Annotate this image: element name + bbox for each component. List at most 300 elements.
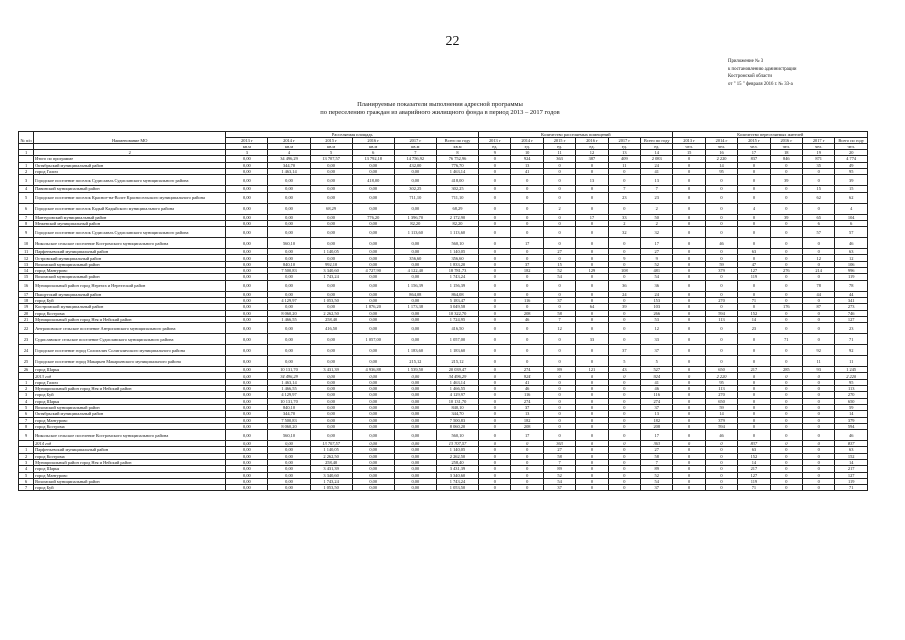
row-value: 0 <box>705 304 737 310</box>
row-value: 0,00 <box>352 291 394 297</box>
row-value: 0 <box>479 472 511 478</box>
header-mo-name: Наименование МО <box>34 132 226 144</box>
row-value: 0,00 <box>310 345 352 356</box>
header-column-number: 1 <box>19 150 34 156</box>
row-value: 356,60 <box>394 255 436 261</box>
row-value: 2 083 <box>641 156 673 162</box>
row-value: 0,00 <box>226 398 268 404</box>
row-value: 0 <box>803 447 835 453</box>
row-value: 63 <box>835 447 868 453</box>
row-value: 0,00 <box>226 203 268 214</box>
row-value: 7 500,83 <box>268 268 310 274</box>
row-value: 0 <box>608 411 640 417</box>
row-value: 0 <box>479 404 511 410</box>
row-value: 0 <box>576 220 608 226</box>
row-value: 0 <box>673 398 705 404</box>
row-value: 0 <box>608 238 640 249</box>
row-value: 0 <box>511 356 543 367</box>
row-value: 0 <box>543 417 575 423</box>
row-value: 10 131,70 <box>436 398 478 404</box>
row-value: 0 <box>576 323 608 334</box>
row-value: 0 <box>705 249 737 255</box>
row-value: 864,08 <box>436 291 478 297</box>
row-value: 0 <box>770 392 802 398</box>
row-value: 52 <box>641 472 673 478</box>
row-value: 0 <box>576 379 608 385</box>
table-row <box>19 227 868 238</box>
row-value: 14 <box>835 411 868 417</box>
row-value: 0 <box>738 379 770 385</box>
row-value: 0,00 <box>394 379 436 385</box>
row-value: 0,00 <box>394 310 436 316</box>
header-column-number: 7 <box>394 150 436 156</box>
row-value: 0,00 <box>352 441 394 447</box>
header-year: 2013 г <box>479 138 511 144</box>
row-value: 0 <box>705 356 737 367</box>
row-mo-name: город Галич <box>34 379 226 385</box>
row-value: 0 <box>479 156 511 162</box>
row-value: 0 <box>770 411 802 417</box>
row-value: 0 <box>479 304 511 310</box>
row-value: 49 <box>835 162 868 168</box>
row-value: 113 <box>705 316 737 322</box>
row-value: 214 <box>803 268 835 274</box>
row-value: 59 <box>705 404 737 410</box>
row-value: 52 <box>543 472 575 478</box>
row-value: 0,00 <box>310 379 352 385</box>
row-mo-name: город Шарья <box>34 398 226 404</box>
row-value: 71 <box>835 485 868 491</box>
row-value: 0 <box>738 220 770 226</box>
header-year-total: Всего по году <box>641 138 673 144</box>
row-value: 0,00 <box>394 386 436 392</box>
row-mo-name: Межевской муниципальный район <box>34 220 226 226</box>
row-value: 0 <box>705 453 737 459</box>
row-value: 17 <box>511 430 543 441</box>
row-value: 0 <box>479 447 511 453</box>
row-value: 0 <box>543 379 575 385</box>
row-number: 17 <box>19 291 34 297</box>
row-value: 0 <box>479 323 511 334</box>
row-value: 0 <box>479 411 511 417</box>
row-number: 15 <box>19 274 34 280</box>
row-value: 129 <box>576 268 608 274</box>
row-number: 10 <box>19 238 34 249</box>
row-value: 0,00 <box>352 220 394 226</box>
row-value: 0,00 <box>310 430 352 441</box>
row-number: 11 <box>19 249 34 255</box>
row-value: 0,00 <box>310 392 352 398</box>
row-value: 0,00 <box>394 485 436 491</box>
row-value: 113 <box>835 386 868 392</box>
row-value: 0,00 <box>394 466 436 472</box>
row-number: 26 <box>19 367 34 373</box>
row-value: 0,00 <box>310 192 352 203</box>
row-value: 0 <box>738 304 770 310</box>
row-value: 4 129,97 <box>436 392 478 398</box>
row-mo-name: Муниципальный район город Нея и Нейский район <box>34 459 226 465</box>
row-value: 2 <box>543 203 575 214</box>
row-value: 108 <box>608 268 640 274</box>
header-unit: кв.м <box>226 144 268 150</box>
row-value: 0,00 <box>352 356 394 367</box>
row-mo-name: Октябрьский муниципальный район <box>34 411 226 417</box>
row-value: 0 <box>511 280 543 291</box>
row-value: 0 <box>576 356 608 367</box>
row-value: 0 <box>543 291 575 297</box>
row-value: 0 <box>479 367 511 373</box>
row-value: 0,00 <box>352 430 394 441</box>
row-value: 302,25 <box>436 186 478 192</box>
row-value: 0 <box>479 168 511 174</box>
row-value: 2 220 <box>835 373 868 379</box>
row-value: 0,00 <box>226 478 268 484</box>
row-value: 711,10 <box>394 192 436 203</box>
row-value: 0,00 <box>226 417 268 423</box>
row-value: 432,00 <box>394 162 436 168</box>
header-year-total: Всего по году <box>436 138 478 144</box>
row-number: 8 <box>19 220 34 226</box>
row-value: 0 <box>608 379 640 385</box>
row-value: 0 <box>511 485 543 491</box>
row-value: 5 <box>608 356 640 367</box>
row-value: 4 122,40 <box>394 268 436 274</box>
row-value: 59 <box>835 404 868 410</box>
header-column-number: 2 <box>34 150 226 156</box>
header-column-number: 12 <box>576 150 608 156</box>
row-value: 0 <box>705 255 737 261</box>
row-value: 0,00 <box>226 168 268 174</box>
row-value: 68,29 <box>436 203 478 214</box>
row-value: 37 <box>641 345 673 356</box>
approval-line: Приложение № 3 <box>728 59 764 64</box>
row-value: 0,00 <box>310 356 352 367</box>
header-year: 2017 г <box>608 138 640 144</box>
row-value: 6 <box>835 220 868 226</box>
row-value: 0 <box>770 423 802 429</box>
row-value: 0,00 <box>226 411 268 417</box>
row-value: 0 <box>770 356 802 367</box>
row-value: 0 <box>738 417 770 423</box>
table-body <box>19 156 868 491</box>
row-number: 13 <box>19 261 34 267</box>
row-value: 0 <box>511 447 543 453</box>
row-value: 0,00 <box>394 430 436 441</box>
row-value: 0,00 <box>352 186 394 192</box>
row-value: 0 <box>608 261 640 267</box>
row-value: 4 129,97 <box>268 297 310 303</box>
header-column-number: 8 <box>436 150 478 156</box>
row-value: 0 <box>770 192 802 203</box>
row-number: 8 <box>19 423 34 429</box>
row-value: 418,00 <box>436 175 478 186</box>
row-value: 119 <box>738 478 770 484</box>
row-value: 33 <box>641 334 673 345</box>
header-unit: кв.м <box>268 144 310 150</box>
row-number: 19 <box>19 304 34 310</box>
header-row-number: № п/п <box>19 132 34 144</box>
row-value: 46 <box>835 238 868 249</box>
row-value: 0,00 <box>268 323 310 334</box>
row-value: 0 <box>770 220 802 226</box>
row-value: 0 <box>673 447 705 453</box>
row-number: 25 <box>19 356 34 367</box>
row-value: 0,00 <box>226 310 268 316</box>
row-number: 3 <box>19 392 34 398</box>
row-value: 0 <box>705 203 737 214</box>
row-value: 23 <box>738 323 770 334</box>
row-value: 0,00 <box>394 417 436 423</box>
row-value: 837 <box>835 441 868 447</box>
row-value: 0,00 <box>352 404 394 410</box>
row-value: 0 <box>511 345 543 356</box>
row-value: 27 <box>543 249 575 255</box>
row-value: 0 <box>770 386 802 392</box>
row-value: 0,00 <box>352 203 394 214</box>
row-value: 63 <box>738 447 770 453</box>
row-value: 356,60 <box>436 255 478 261</box>
row-value: 0 <box>479 162 511 168</box>
row-value: 0 <box>803 392 835 398</box>
row-value: 274 <box>511 398 543 404</box>
row-value: 0 <box>705 280 737 291</box>
row-value: 0,00 <box>268 203 310 214</box>
row-value: 0,00 <box>268 291 310 297</box>
row-value: 0,00 <box>352 485 394 491</box>
program-indicators-table <box>18 131 868 491</box>
row-value: 0,00 <box>226 386 268 392</box>
row-value: 0 <box>608 334 640 345</box>
header-unit: чел. <box>770 144 802 150</box>
row-mo-name: город Шарья <box>34 367 226 373</box>
row-value: 20 039,47 <box>436 367 478 373</box>
row-value: 1 743,24 <box>310 274 352 280</box>
row-value: 0,00 <box>352 323 394 334</box>
row-mo-name: Вохомский муниципальный район <box>34 274 226 280</box>
row-value: 0 <box>770 186 802 192</box>
row-value: 17 <box>511 238 543 249</box>
row-number: 5 <box>19 472 34 478</box>
header-residents: Количество переселяемых жителей <box>673 132 868 138</box>
row-number: 6 <box>19 411 34 417</box>
row-value: 0 <box>608 417 640 423</box>
row-value: 258,40 <box>436 459 478 465</box>
row-value: 0 <box>673 441 705 447</box>
row-value: 127 <box>738 472 770 478</box>
row-value: 0 <box>705 485 737 491</box>
row-value: 1 183,60 <box>436 345 478 356</box>
row-value: 0,00 <box>268 249 310 255</box>
row-value: 0 <box>608 386 640 392</box>
row-number: 23 <box>19 334 34 345</box>
row-value: 0 <box>803 398 835 404</box>
row-value: 0 <box>576 345 608 356</box>
row-value: 71 <box>738 297 770 303</box>
row-value: 0 <box>803 249 835 255</box>
row-value: 1 463,14 <box>268 168 310 174</box>
row-value: 0 <box>511 203 543 214</box>
row-mo-name: Мантуровский муниципальный район <box>34 214 226 220</box>
row-value: 2 <box>641 203 673 214</box>
row-value: 89 <box>543 367 575 373</box>
row-value: 840,10 <box>436 404 478 410</box>
row-value: 1 396,70 <box>394 214 436 220</box>
row-value: 0 <box>803 373 835 379</box>
row-value: 871 <box>803 156 835 162</box>
row-value: 0 <box>770 310 802 316</box>
row-value: 13 <box>641 411 673 417</box>
row-value: 3 340,60 <box>310 472 352 478</box>
table-row <box>19 345 868 356</box>
table-row <box>19 175 868 186</box>
row-value: 0 <box>576 485 608 491</box>
row-value: 119 <box>835 274 868 280</box>
approval-line: от " 15 " февраля 2016 г. № 33-а <box>728 81 793 87</box>
row-value: 0 <box>576 417 608 423</box>
row-value: 285 <box>770 367 802 373</box>
row-value: 0,00 <box>310 398 352 404</box>
row-value: 0,00 <box>268 175 310 186</box>
row-value: 344,70 <box>268 411 310 417</box>
row-value: 387 <box>576 156 608 162</box>
row-value: 153 <box>641 297 673 303</box>
row-value: 0 <box>803 203 835 214</box>
row-mo-name: Судиславское сельское поселение Судиславского муниципального района <box>34 334 226 345</box>
row-mo-name: Костромской муниципальный район <box>34 304 226 310</box>
row-value: 0,00 <box>226 304 268 310</box>
row-value: 0 <box>543 334 575 345</box>
row-value: 527 <box>641 367 673 373</box>
row-value: 0 <box>608 430 640 441</box>
row-value: 14 <box>738 316 770 322</box>
row-mo-name: город Мантурово <box>34 268 226 274</box>
row-value: 0 <box>803 316 835 322</box>
row-value: 0 <box>608 404 640 410</box>
row-value: 0,00 <box>394 323 436 334</box>
row-value: 23 <box>835 323 868 334</box>
row-value: 0 <box>479 192 511 203</box>
row-value: 0 <box>673 227 705 238</box>
table-row <box>19 280 868 291</box>
row-number: 18 <box>19 297 34 303</box>
row-value: 71 <box>770 334 802 345</box>
row-value: 0,00 <box>226 459 268 465</box>
header-unit: кв.м <box>394 144 436 150</box>
row-value: 0 <box>803 297 835 303</box>
row-value: 0 <box>576 291 608 297</box>
row-value: 0 <box>673 459 705 465</box>
row-value: 0 <box>803 323 835 334</box>
row-value: 0 <box>576 227 608 238</box>
row-value: 0 <box>576 280 608 291</box>
row-value: 0 <box>770 274 802 280</box>
row-value: 0 <box>479 478 511 484</box>
row-value: 0,00 <box>394 398 436 404</box>
row-value: 0 <box>803 175 835 186</box>
row-value: 0 <box>479 417 511 423</box>
row-value: 341 <box>835 297 868 303</box>
row-value: 0 <box>738 398 770 404</box>
row-value: 13 <box>511 411 543 417</box>
header-column-number: 17 <box>738 150 770 156</box>
row-value: 0 <box>479 227 511 238</box>
row-value: 0 <box>479 220 511 226</box>
row-value: 0 <box>738 334 770 345</box>
row-value: 0 <box>673 304 705 310</box>
row-value: 0 <box>576 472 608 478</box>
header-year: 2013 г <box>673 138 705 144</box>
row-value: 0 <box>770 238 802 249</box>
row-value: 0 <box>576 168 608 174</box>
row-value: 0 <box>479 249 511 255</box>
row-value: 0,00 <box>226 423 268 429</box>
row-value: 0 <box>511 323 543 334</box>
row-value: 0 <box>673 323 705 334</box>
row-value: 0,00 <box>310 280 352 291</box>
row-value: 37 <box>543 485 575 491</box>
table-row <box>19 238 868 249</box>
row-value: 0 <box>479 291 511 297</box>
row-number: 7 <box>19 417 34 423</box>
row-value: 0 <box>738 386 770 392</box>
row-value: 0,00 <box>394 441 436 447</box>
row-value: 0,00 <box>268 280 310 291</box>
row-value: 12 <box>641 323 673 334</box>
row-value: 0 <box>673 417 705 423</box>
row-value: 7 <box>608 186 640 192</box>
row-value: 0,00 <box>352 453 394 459</box>
row-value: 0,00 <box>226 441 268 447</box>
row-value: 0 <box>673 220 705 226</box>
row-number: 12 <box>19 255 34 261</box>
row-value: 0 <box>511 227 543 238</box>
row-value: 116 <box>511 297 543 303</box>
row-value: 46 <box>835 430 868 441</box>
row-value: 0,00 <box>310 186 352 192</box>
row-value: 0 <box>511 175 543 186</box>
row-value: 0 <box>673 249 705 255</box>
row-value: 7 500,83 <box>436 417 478 423</box>
row-value: 8 060,20 <box>268 423 310 429</box>
row-value: 95 <box>835 379 868 385</box>
table-row <box>19 192 868 203</box>
row-value: 0,00 <box>352 459 394 465</box>
row-value: 7 <box>543 316 575 322</box>
row-value: 0,00 <box>352 379 394 385</box>
header-year: 2014 г <box>511 138 543 144</box>
row-value: 0 <box>803 334 835 345</box>
row-value: 560,10 <box>436 238 478 249</box>
row-value: 0 <box>673 453 705 459</box>
row-mo-name: город Шарья <box>34 466 226 472</box>
row-value: 0,00 <box>268 192 310 203</box>
row-value: 0 <box>803 423 835 429</box>
header-unit: чел. <box>738 144 770 150</box>
row-number: 4 <box>19 398 34 404</box>
row-value: 0 <box>803 261 835 267</box>
row-value: 0 <box>673 280 705 291</box>
row-value: 0 <box>576 411 608 417</box>
row-mo-name: город Мантурово <box>34 417 226 423</box>
row-value: 0 <box>803 466 835 472</box>
row-value: 182 <box>641 417 673 423</box>
row-value: 0 <box>543 280 575 291</box>
row-number: 22 <box>19 323 34 334</box>
row-number: 24 <box>19 345 34 356</box>
row-value: 0 <box>511 220 543 226</box>
row-value: 0 <box>673 297 705 303</box>
row-value: 1 113,60 <box>436 227 478 238</box>
